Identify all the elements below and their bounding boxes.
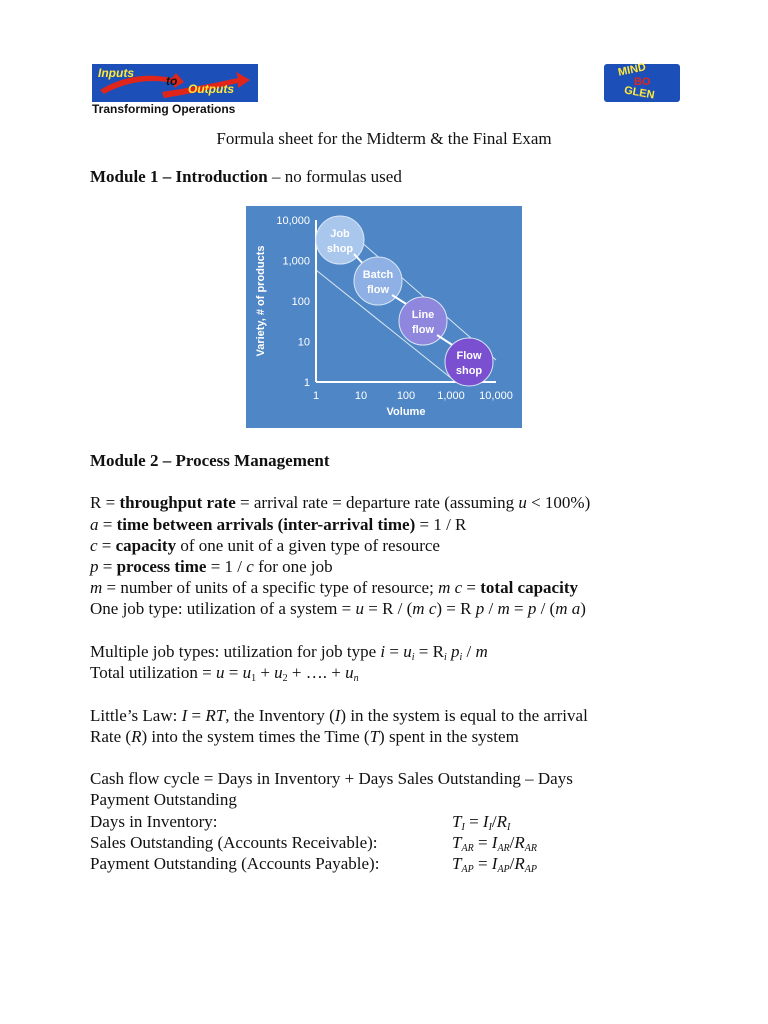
module1-heading: Module 1 – Introduction [90, 167, 268, 186]
cash-flow-line-2: Payment Outstanding [90, 790, 237, 809]
formula-inter-arrival-time: a = time between arrivals (inter-arrival time) = 1 / R [90, 515, 467, 534]
x-tick-label: 10,000 [479, 390, 513, 402]
logo-tagline: Transforming Operations [92, 102, 236, 116]
y-tick-label: 10 [297, 336, 310, 349]
bubble-label: shop [455, 365, 483, 377]
cash-flow-line-1: Cash flow cycle = Days in Inventory + Days Sales Outstanding – Days [90, 769, 573, 788]
x-tick-label: 1 [312, 390, 320, 402]
logo-panel [92, 64, 258, 102]
bubble-label: flow [412, 324, 434, 336]
logo-word-glen: GLEN [623, 84, 656, 102]
page-title: Formula sheet for the Midterm & the Final Exam [216, 129, 552, 148]
module2-heading [90, 450, 330, 471]
payment-outstanding-formula: $T_{AP} = I_{AP}/R_{AP}$ [452, 854, 538, 875]
sales-outstanding-formula: $T_{AR} = I_{AR}/R_{AR}$ [452, 833, 538, 854]
logo-word-to: to [166, 74, 178, 88]
bubble-flow [445, 338, 493, 386]
mind-bo-glen-logo [604, 61, 680, 102]
y-tick-label: 1,000 [282, 255, 310, 268]
x-tick-label: 10 [354, 390, 368, 402]
payment-outstanding-row: Payment Outstanding (Accounts Payable): [90, 854, 380, 873]
formula-total-utilization: Total utilization = $u = u_1 + u_2$ + …. + $u_n$ [90, 663, 359, 684]
module2-heading-text: Module 2 – Process Management [90, 451, 330, 470]
y-tick-label: 100 [291, 296, 310, 308]
y-axis-label: Variety, # of products [255, 245, 267, 357]
y-tick-label: 10,000 [276, 215, 310, 227]
formula-throughput-rate: R = throughput rate = arrival rate = departure rate (assuming u < 100%) [90, 493, 591, 512]
sales-outstanding-row: Sales Outstanding (Accounts Receivable): [90, 833, 378, 852]
inputs-to-outputs-logo [90, 64, 260, 116]
product-process-matrix-chart [246, 206, 522, 428]
littles-law-line-2: Rate (R) into the system times the Time (T) spent in the system [90, 727, 519, 746]
x-tick-label: 1,000 [437, 390, 465, 402]
logo-word-bo: BO [634, 76, 651, 88]
bubble-label: Job [330, 228, 350, 240]
logo-word-outputs: Outputs [188, 82, 234, 96]
logo-word-mind: MIND [617, 61, 648, 79]
bubble-label: Flow [456, 350, 482, 362]
bubble-label: shop [326, 243, 354, 255]
formula-capacity: c = capacity of one unit of a given type of resource [90, 536, 440, 555]
days-in-inventory-row: Days in Inventory: [90, 812, 218, 831]
formula-utilization-multiple-jobs: Multiple job types: utilization for job type $i = u_i = R_i$ $p_i$ / m [90, 642, 488, 663]
module1-line [90, 166, 402, 187]
formula-utilization-one-job: One job type: utilization of a system = u = R / (m c) = R p / m = p / (m a) [90, 599, 586, 618]
littles-law-line-1: Little’s Law: I = RT, the Inventory (I) in the system is equal to the arrival [90, 706, 588, 725]
chart-svg [246, 206, 522, 428]
module1-note: – no formulas used [267, 167, 402, 186]
bubble-label: flow [367, 284, 389, 296]
x-tick-label: 100 [396, 390, 416, 402]
logo-word-inputs: Inputs [98, 66, 134, 80]
x-axis-label: Volume [386, 406, 426, 418]
days-in-inventory-formula: $T_I = I_I/R_I$ [452, 812, 511, 833]
bubble-label: Line [411, 309, 435, 321]
y-tick-label: 1 [303, 377, 310, 389]
bubble-label: Batch [362, 269, 394, 281]
formula-total-capacity: m = number of units of a specific type of resource; m c = total capacity [90, 578, 578, 597]
formula-process-time: p = process time = 1 / c for one job [90, 557, 333, 576]
